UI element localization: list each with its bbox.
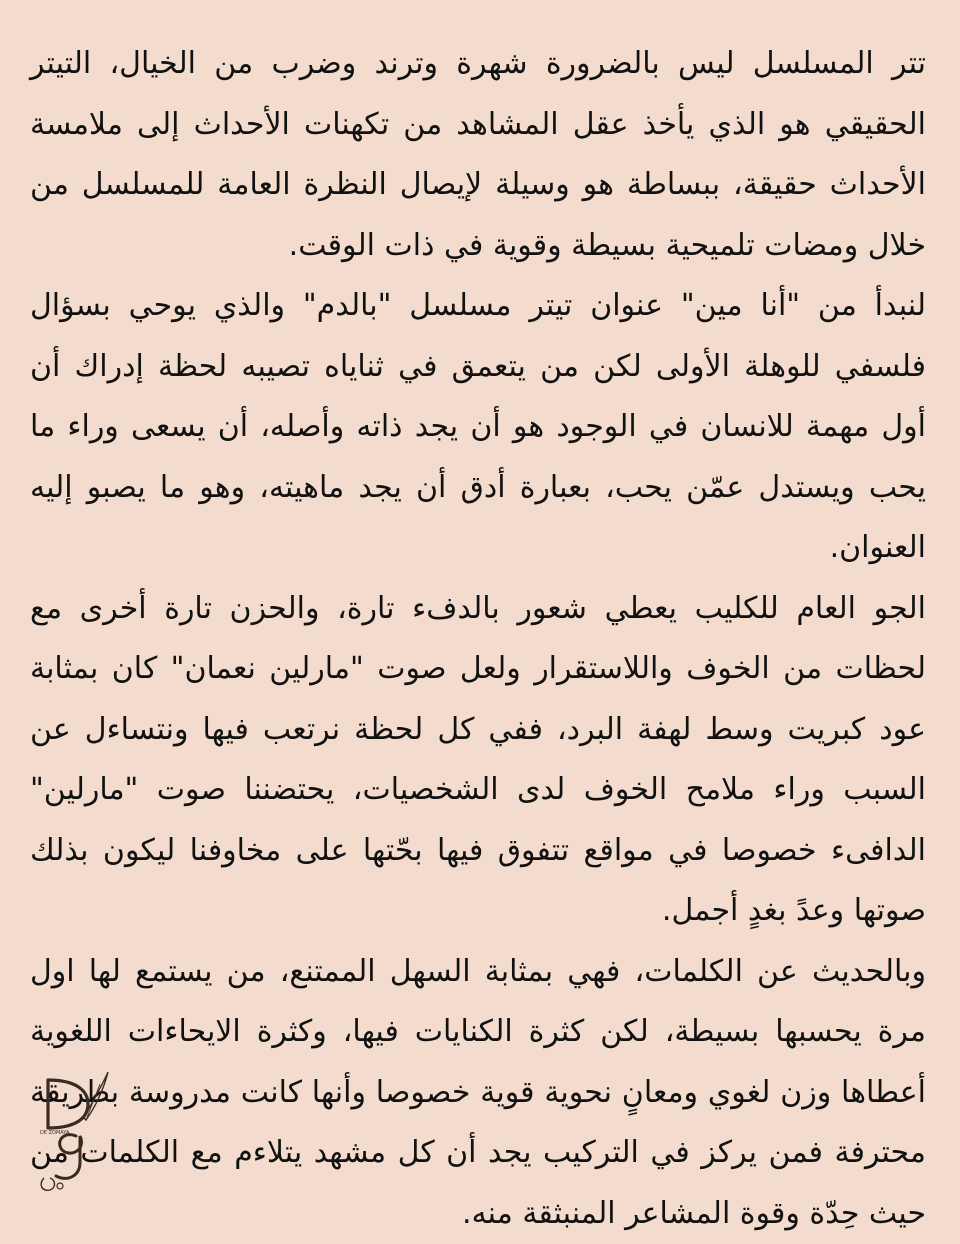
article-body [30,34,926,1244]
logo-mark-icon [34,1066,114,1196]
paragraph-atmosphere: الجو العام للكليب يعطي شعور بالدفء تارة، والحزن تارة أخرى مع لحظات من الخوف واللاستقرار ولعل صوت "مارلين نعمان" كان بمثابة عود كبريت وسط لهفة البرد، ففي كل لحظة نرتعب فيها ونتساءل عن السبب وراء ملامح الخوف لدى الشخصيات، يحتضننا صوت "مارلين" الدافىء خصوصا في مواقع تتفوق فيها بحّتها على مخاوفنا ليكون بذلك صوتها وعدً بغدٍ أجمل. [30,579,926,942]
logo-tagline: DE ZOMAYA [40,1130,70,1136]
signature-logo [34,1066,114,1196]
paragraph-title-meaning: لنبدأ من "أنا مين" عنوان تيتر مسلسل "بالدم" والذي يوحي بسؤال فلسفي للوهلة الأولى لكن من يتعمق في ثناياه تصيبه لحظة إدراك أن أول مهمة للانسان في الوجود هو أن يجد ذاته وأصله، أن يسعى وراء ما يحب ويستدل عمّن يحب، بعبارة أدق أن يجد ماهيته، وهو ما يصبو إليه العنوان. [30,276,926,579]
paragraph-lyrics: وبالحديث عن الكلمات، فهي بمثابة السهل الممتنع، من يستمع لها اول مرة يحسبها بسيطة، لكن كثرة الكنايات فيها، وكثرة الايحاءات اللغوية أعطاها وزن لغوي ومعانٍ نحوية قوية خصوصا وأنها كانت مدروسة بطريقة محترفة فمن يركز في التركيب يجد أن كل مشهد يتلاءم مع الكلمات من حيث حِدّة وقوة المشاعر المنبثقة منه. [30,942,926,1244]
paragraph-intro: تتر المسلسل ليس بالضرورة شهرة وترند وضرب من الخيال، التيتر الحقيقي هو الذي يأخذ عقل المشاهد من تكهنات الأحداث إلى ملامسة الأحداث حقيقة، ببساطة هو وسيلة لإيصال النظرة العامة للمسلسل من خلال ومضات تلميحية بسيطة وقوية في ذات الوقت. [30,34,926,276]
